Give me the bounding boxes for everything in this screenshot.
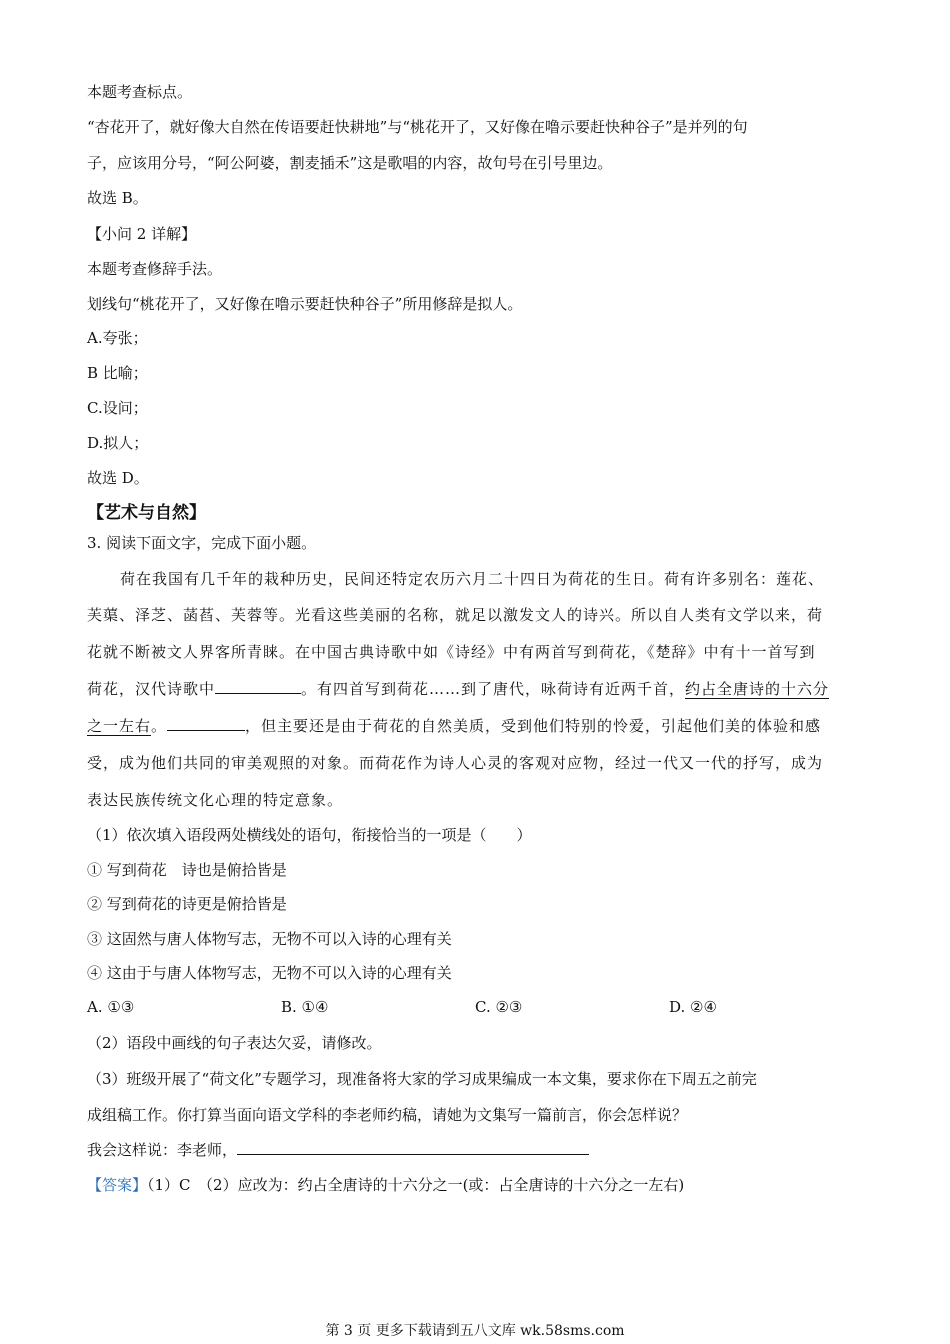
text-line: 故选 B。: [87, 189, 148, 207]
answer-prompt-line: [87, 1140, 589, 1160]
text-line: 本题考查修辞手法。: [87, 260, 223, 278]
subquestion-1: （1）依次填入语段两处横线处的语句，衔接恰当的一项是（ ）: [87, 826, 532, 844]
choice-line: A.夸张；: [87, 329, 148, 347]
answer-label: 【答案】: [87, 1176, 148, 1194]
passage-text: 荷花，汉代诗歌中: [87, 680, 216, 698]
choice-line: C.设问；: [87, 399, 148, 417]
text-line: 划线句“桃花开了，又好像在噜示要赶快种谷子”所用修辞是拟人。: [87, 295, 523, 313]
section-title: 【艺术与自然】: [87, 503, 206, 523]
passage-line: 荷在我国有几千年的栽种历史，民间还特定农历六月二十四日为荷花的生日。荷有许多别名：莲花、: [120, 570, 825, 588]
answer-blank[interactable]: [237, 1140, 589, 1155]
text-line: “杏花开了，就好像大自然在传语要赶快耕地”与“桃花开了，又好像在噜示要赶快种谷子”是并列的句: [87, 118, 748, 136]
choice-line: D.拟人；: [87, 434, 149, 452]
fill-blank[interactable]: [167, 716, 245, 731]
option-b[interactable]: B. ①④: [281, 998, 329, 1016]
option-a[interactable]: A. ①③: [87, 998, 135, 1016]
text-line: 本题考查标点。: [87, 83, 193, 101]
statement-item: ② 写到荷花的诗更是俯拾皆是: [87, 895, 287, 913]
passage-line: 受，成为他们共同的审美观照的对象。而荷花作为诗人心灵的客观对应物，经过一代又一代的抒写，成为: [87, 754, 824, 772]
statement-item: ③ 这固然与唐人体物写志，无物不可以入诗的心理有关: [87, 930, 452, 948]
text-line: 故选 D。: [87, 469, 149, 487]
subquestion-3-cont: 成组稿工作。你打算当面向语文学科的李老师约稿，请她为文集写一篇前言，你会怎样说？: [87, 1106, 688, 1124]
page-footer: 第 3 页 更多下载请到五八文库 wk.58sms.com: [325, 1323, 625, 1339]
option-c[interactable]: C. ②③: [475, 998, 523, 1016]
fill-blank[interactable]: [215, 679, 301, 694]
subquestion-2: （2）语段中画线的句子表达欠妥，请修改。: [87, 1034, 382, 1052]
passage-line: 芙蕖、泽芝、菡萏、芙蓉等。光看这些美丽的名称，就足以激发文人的诗兴。所以自人类有文学以来，荷: [87, 606, 824, 624]
passage-text: 。有四首写到荷花……到了唐代，咏荷诗有近两千首，: [301, 680, 686, 698]
passage-line: 花就不断被文人界客所青睐。在中国古典诗歌中如《诗经》中有两首写到荷花，《楚辞》中有十一首写到: [87, 643, 816, 661]
question-stem: 3. 阅读下面文字，完成下面小题。: [87, 534, 317, 552]
option-d[interactable]: D. ②④: [669, 998, 717, 1016]
passage-text: 。: [151, 717, 168, 735]
passage-line: 表达民族传统文化心理的特定意象。: [87, 791, 344, 809]
statement-item: ① 写到荷花 诗也是俯拾皆是: [87, 861, 287, 879]
answer-line: [87, 1175, 684, 1195]
passage-line: [87, 716, 821, 736]
subquestion-3: （3）班级开展了“荷文化”专题学习，现准备将大家的学习成果编成一本文集，要求你在下周五之前完: [87, 1070, 757, 1088]
answer-text: （1）C （2）应改为：约占全唐诗的十六分之一(或：占全唐诗的十六分之一左右): [147, 1176, 685, 1194]
passage-line: [87, 679, 829, 699]
passage-text: ，但主要还是由于荷花的自然美质，受到他们特别的怜爱，引起他们美的体验和感: [245, 717, 822, 735]
choice-line: B 比喻；: [87, 364, 148, 382]
underlined-sentence: 之一左右: [87, 717, 152, 735]
text-line: 子，应该用分号，“阿公阿婆，割麦插禾”这是歌唱的内容，故句号在引号里边。: [87, 154, 613, 172]
underlined-sentence: 约占全唐诗的十六分: [685, 680, 830, 698]
subquestion-heading: 【小问 2 详解】: [87, 225, 197, 243]
statement-item: ④ 这由于与唐人体物写志，无物不可以入诗的心理有关: [87, 964, 452, 982]
answer-prompt: 我会这样说：李老师，: [87, 1141, 238, 1159]
